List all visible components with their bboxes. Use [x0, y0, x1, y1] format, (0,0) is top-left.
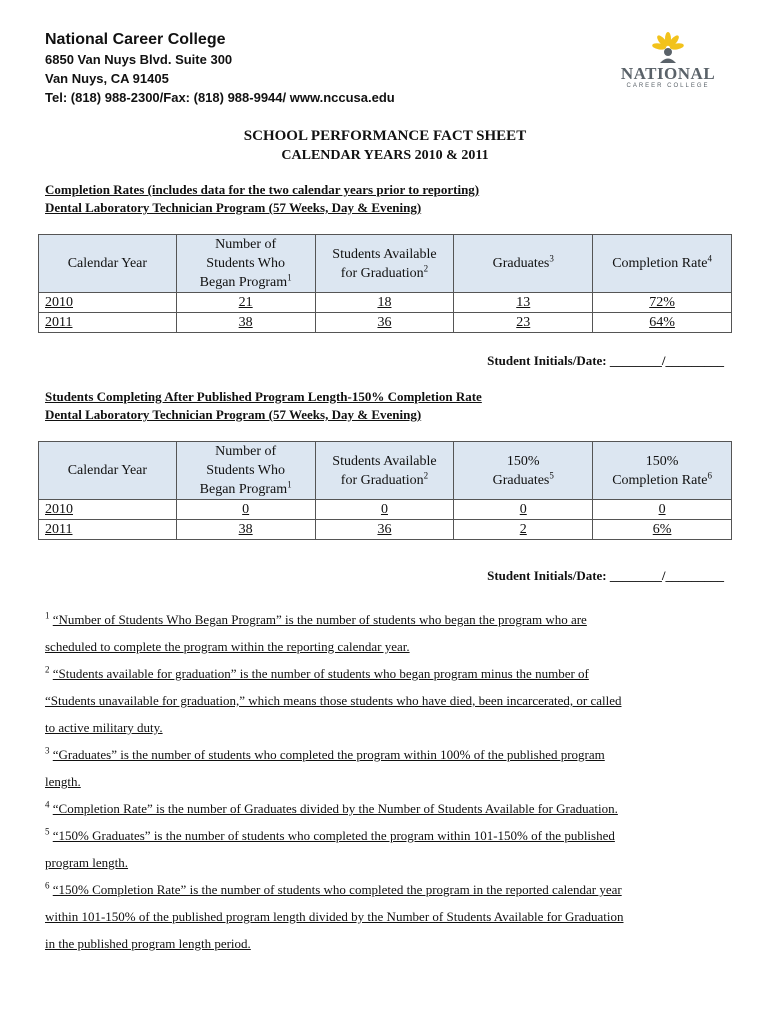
cell-rate: 64%	[593, 313, 732, 333]
footnote-text: “Completion Rate” is the number of Graduates divided by the Number of Students Available for Graduation.	[52, 801, 618, 816]
cell-year: 2011	[39, 520, 177, 540]
footnote-text: “Number of Students Who Began Program” is the number of students who began the program who are	[52, 612, 587, 627]
col-150-graduates	[454, 442, 593, 500]
cell-rate: 72%	[593, 293, 732, 313]
cell-graduates: 13	[454, 293, 593, 313]
footnote-ref: 1	[287, 479, 292, 490]
table2-header-row	[39, 442, 732, 500]
footnote-text: “Students available for graduation” is the number of students who began program minus the number of	[52, 666, 589, 681]
cell-graduates: 2	[454, 520, 593, 540]
cell-available: 36	[315, 313, 454, 333]
student-initials-date-2[interactable]: Student Initials/Date: ________/_________	[487, 568, 724, 583]
footnote-text: scheduled to complete the program within the reporting calendar year.	[45, 639, 410, 654]
col-150-completion-rate	[593, 442, 732, 500]
school-name: National Career College	[45, 31, 226, 48]
footnote-text: length.	[45, 774, 81, 789]
footnote-text: “Students unavailable for graduation,” which means those students who have died, been incarcerated, or called	[45, 693, 622, 708]
footnote-number: 2	[45, 664, 50, 675]
footnote-text: to active military duty.	[45, 720, 163, 735]
col-began-line2: Students Who	[206, 463, 285, 478]
col-rate-label: Completion Rate	[612, 256, 708, 271]
footnote-2	[45, 660, 730, 687]
cell-year: 2010	[39, 500, 177, 520]
col-rate-line1: 150%	[645, 453, 679, 469]
footnote-ref: 4	[707, 253, 712, 264]
cell-began: 21	[176, 293, 315, 313]
table-row	[39, 313, 732, 333]
page-title: SCHOOL PERFORMANCE FACT SHEET	[243, 128, 527, 144]
contact-line: Tel: (818) 988-2300/Fax: (818) 988-9944/ www.nccusa.edu	[45, 90, 395, 105]
col-began-line1: Number of	[215, 237, 277, 252]
col-avail-line2: for Graduation	[340, 265, 424, 281]
footnote-text: “Graduates” is the number of students who completed the program within 100% of the published program	[52, 747, 605, 762]
table1-heading	[45, 181, 479, 217]
col-graduates	[454, 235, 593, 293]
footnote-text: “150% Graduates” is the number of students who completed the program within 101-150% of the published	[52, 828, 615, 843]
footnote-number: 3	[45, 745, 50, 756]
table1-heading-line2: Dental Laboratory Technician Program (57 Weeks, Day & Evening)	[45, 200, 422, 215]
col-students-available	[315, 442, 454, 500]
cell-year: 2011	[39, 313, 177, 333]
footnote-ref: 2	[423, 469, 429, 480]
address-line-2: Van Nuys, CA 91405	[45, 71, 169, 86]
footnote-ref: 3	[549, 253, 554, 264]
table2-heading-line1: Students Completing After Published Program Length-150% Completion Rate	[45, 389, 482, 404]
col-calendar-year: Calendar Year	[39, 235, 177, 293]
cell-rate: 0	[593, 500, 732, 520]
table1-header-row	[39, 235, 732, 293]
col-began-line1: Number of	[215, 444, 277, 459]
footnote-text: within 101-150% of the published program length divided by the Number of Students Available for Graduation	[45, 909, 624, 924]
footnote-4	[45, 795, 730, 822]
completion-150-table	[38, 441, 732, 540]
col-avail-line1: Students Available	[332, 453, 437, 469]
col-avail-line2: for Graduation	[340, 472, 424, 488]
col-began-line2: Students Who	[206, 256, 285, 271]
cell-available: 18	[315, 293, 454, 313]
cell-graduates: 23	[454, 313, 593, 333]
col-calendar-year: Calendar Year	[39, 442, 177, 500]
student-initials-date-1[interactable]: Student Initials/Date: ________/_________	[487, 353, 724, 368]
footnote-5	[45, 822, 730, 849]
cell-rate: 6%	[593, 520, 732, 540]
footnote-text: program length.	[45, 855, 129, 870]
col-rate-line2: Completion Rate	[612, 472, 708, 488]
sunburst-icon	[616, 30, 720, 64]
footnote-ref: 2	[423, 262, 429, 273]
table2-heading	[45, 388, 482, 424]
cell-available: 0	[315, 500, 454, 520]
footnote-ref: 5	[549, 469, 554, 480]
page-subtitle: CALENDAR YEARS 2010 & 2011	[281, 148, 489, 163]
cell-began: 38	[176, 520, 315, 540]
footnote-ref: 1	[287, 272, 292, 283]
cell-began: 38	[176, 313, 315, 333]
footnote-1	[45, 606, 730, 633]
col-grad-label: Graduates	[492, 256, 550, 271]
college-logo	[616, 30, 720, 92]
cell-graduates: 0	[454, 500, 593, 520]
col-students-began	[176, 235, 315, 293]
col-students-available	[315, 235, 454, 293]
cell-available: 36	[315, 520, 454, 540]
footnote-text: “150% Completion Rate” is the number of students who completed the program in the reported calendar year	[52, 882, 622, 897]
logo-wordmark: NATIONAL	[620, 64, 716, 83]
school-header	[45, 30, 395, 107]
col-grad-line1: 150%	[506, 453, 540, 469]
footnote-3	[45, 741, 730, 768]
cell-began: 0	[176, 500, 315, 520]
footnotes	[45, 606, 730, 957]
footnote-ref: 6	[707, 469, 712, 480]
footnote-number: 4	[45, 799, 50, 810]
footnote-6	[45, 876, 730, 903]
col-completion-rate	[593, 235, 732, 293]
address-line-1: 6850 Van Nuys Blvd. Suite 300	[45, 52, 233, 67]
table1-heading-line1: Completion Rates (includes data for the two calendar years prior to reporting)	[45, 182, 480, 197]
table2-heading-line2: Dental Laboratory Technician Program (57 Weeks, Day & Evening)	[45, 407, 422, 422]
table-row	[39, 520, 732, 540]
footnote-number: 5	[45, 826, 50, 837]
logo-subtitle: CAREER COLLEGE	[626, 83, 710, 89]
table-row	[39, 293, 732, 313]
col-students-began	[176, 442, 315, 500]
col-grad-line2: Graduates	[492, 472, 550, 488]
footnote-number: 6	[45, 880, 50, 891]
completion-rates-table	[38, 234, 732, 333]
col-avail-line1: Students Available	[332, 246, 437, 262]
footnote-text: in the published program length period.	[45, 936, 251, 951]
cell-year: 2010	[39, 293, 177, 313]
footnote-number: 1	[45, 610, 50, 621]
col-began-line3: Began Program	[199, 482, 288, 497]
table-row	[39, 500, 732, 520]
col-began-line3: Began Program	[199, 275, 288, 290]
